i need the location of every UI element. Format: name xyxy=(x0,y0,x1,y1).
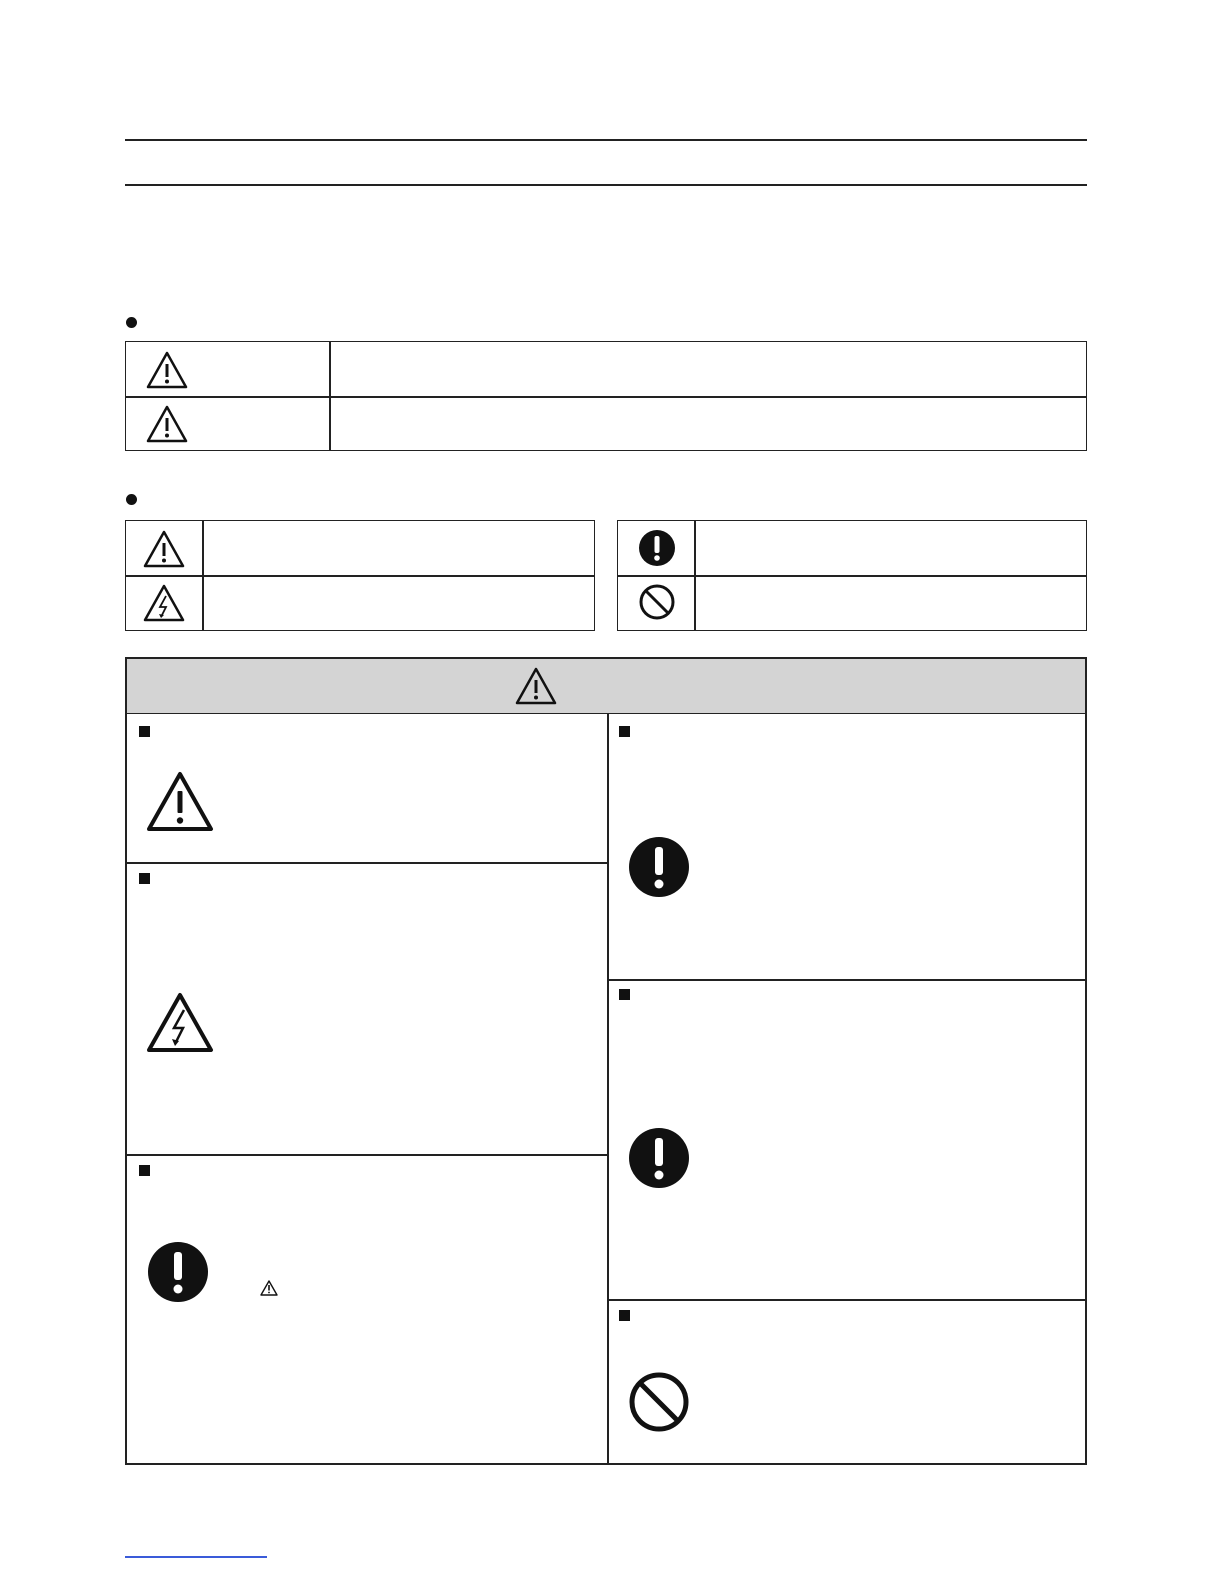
footer-link-underline[interactable] xyxy=(125,1556,267,1558)
warning-triangle-icon xyxy=(146,351,188,389)
symbol-table-left xyxy=(125,520,595,631)
mandatory-action-icon xyxy=(638,529,676,567)
mandatory-action-icon xyxy=(147,1241,209,1303)
warning-triangle-icon xyxy=(515,667,557,705)
panel-row-divider xyxy=(127,862,608,864)
section-bullet-symbols xyxy=(126,494,137,505)
prohibition-icon xyxy=(628,1371,690,1433)
item-marker xyxy=(139,726,150,737)
caution-panel-header xyxy=(127,659,1085,714)
prohibition-icon xyxy=(638,583,676,621)
title-rule-top xyxy=(125,139,1087,141)
table-row-divider xyxy=(126,396,1086,398)
table-row-divider xyxy=(126,575,594,577)
panel-row-divider xyxy=(607,1299,1085,1301)
section-bullet-signal-words xyxy=(126,317,137,328)
electric-shock-triangle-icon xyxy=(143,584,185,622)
panel-column-divider xyxy=(607,713,609,1463)
mandatory-action-icon xyxy=(628,1127,690,1189)
item-marker xyxy=(139,873,150,884)
item-marker xyxy=(619,1310,630,1321)
electric-shock-triangle-icon xyxy=(146,992,214,1054)
signal-word-table xyxy=(125,341,1087,451)
mandatory-action-icon xyxy=(628,836,690,898)
panel-row-divider xyxy=(127,1154,608,1156)
warning-triangle-icon xyxy=(146,771,214,833)
table-row-divider xyxy=(618,575,1086,577)
symbol-table-right xyxy=(617,520,1087,631)
title-rule-bottom xyxy=(125,184,1087,186)
warning-triangle-icon xyxy=(146,405,188,443)
item-marker xyxy=(619,726,630,737)
warning-triangle-icon xyxy=(143,530,185,568)
item-marker xyxy=(619,989,630,1000)
small-warning-triangle-icon xyxy=(260,1280,278,1296)
item-marker xyxy=(139,1165,150,1176)
panel-row-divider xyxy=(607,979,1085,981)
caution-panel xyxy=(125,657,1087,1465)
